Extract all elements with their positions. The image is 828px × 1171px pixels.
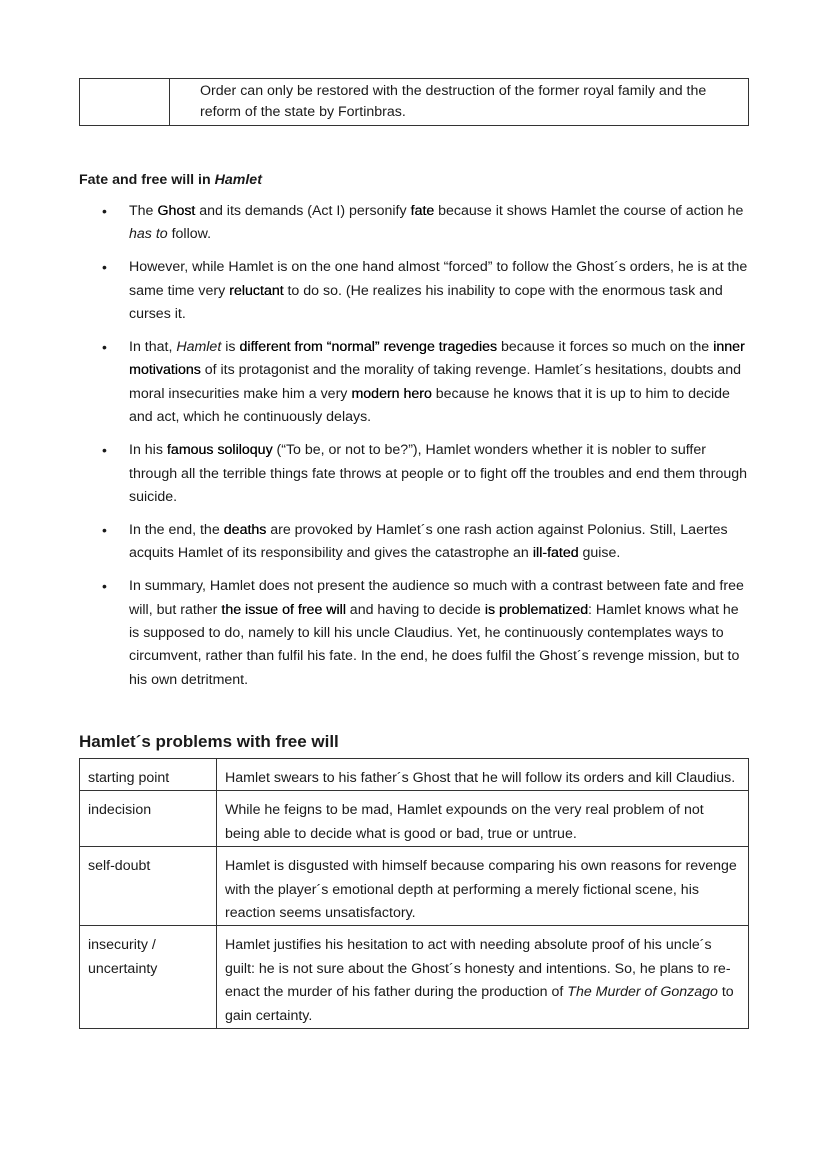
- row-label: indecision: [80, 791, 217, 847]
- row-description: [217, 847, 749, 926]
- row-label: insecurity / uncertainty: [80, 926, 217, 1029]
- text-run: The: [129, 203, 158, 219]
- section-heading: [79, 172, 262, 188]
- table-heading: Hamlet´s problems with free will: [79, 732, 339, 751]
- text-run: and having to decide: [345, 601, 485, 618]
- bullet-icon: •: [102, 339, 107, 356]
- row-description: [217, 791, 749, 847]
- text-run: In his: [129, 442, 167, 459]
- text-run: : Hamlet knows what he is supposed to do, namely to kill his uncle Claudius. Yet, he continuously contemplates ways to circumvent, rather than fulfil his fate. In the end, he does fulfil the Ghost´s revenge mission, but to his own detritment.: [129, 601, 740, 688]
- list-item: [98, 439, 750, 509]
- list-item: [98, 256, 750, 326]
- italic-text: The Murder of Gonzago: [567, 984, 718, 1001]
- emphasis-text: fate: [410, 203, 435, 219]
- emphasis-text: is problematized: [484, 601, 588, 618]
- table-row: [80, 759, 749, 791]
- list-item: [98, 200, 750, 247]
- text-run: In summary, Hamlet does not present the audience so much with a contrast between fate and free will, but rather: [129, 578, 744, 618]
- text-run: and its demands (Act I) personify: [195, 203, 411, 219]
- text-run: In that,: [129, 339, 177, 356]
- row-label: self-doubt: [80, 847, 217, 926]
- list-item: [98, 519, 750, 566]
- top-table: [79, 78, 749, 126]
- table-row: [80, 926, 749, 1029]
- heading-prefix: Fate and free will in: [79, 172, 215, 188]
- table-cell-text: Order can only be restored with the destruction of the former royal family and the reform of the state by Fortinbras.: [170, 79, 749, 126]
- text-run: to gain certainty.: [225, 984, 734, 1024]
- text-run: to do so. (He realizes his inability to cope with the enormous task and curses it.: [129, 282, 723, 323]
- emphasis-text: ill-fated: [532, 545, 579, 562]
- emphasis-text: modern hero: [351, 385, 432, 402]
- bullet-icon: •: [102, 203, 107, 219]
- bullet-icon: •: [102, 578, 107, 595]
- text-run: However, while Hamlet is on the one hand almost “forced” to follow the Ghost´s orders, he is at the same time very: [129, 259, 748, 299]
- bullet-icon: •: [102, 442, 107, 459]
- table-row: [80, 79, 749, 126]
- text-run: Hamlet is disgusted with himself because comparing his own reasons for revenge with the player´s emotional depth at performing a merely fictional scene, his reaction seems unsatisfactory.: [225, 858, 737, 922]
- bullet-icon: •: [102, 521, 107, 538]
- table-row: [80, 847, 749, 926]
- emphasis-text: inner motivations: [129, 339, 745, 379]
- emphasis-text: different from “normal” revenge tragedies: [239, 339, 498, 356]
- text-run: Hamlet swears to his father´s Ghost that he will follow its orders and kill Claudius.: [225, 770, 736, 786]
- text-run: follow.: [167, 226, 212, 243]
- text-run: because it forces so much on the: [497, 339, 714, 356]
- bullet-icon: •: [102, 259, 107, 276]
- text-run: guise.: [578, 545, 621, 562]
- italic-text: has to: [129, 226, 168, 243]
- bullet-list: [98, 200, 750, 702]
- problems-table: [79, 758, 749, 1029]
- emphasis-text: Ghost: [157, 203, 196, 219]
- list-item: [98, 336, 750, 430]
- emphasis-text: deaths: [223, 521, 267, 538]
- text-run: are provoked by Hamlet´s one rash action against Polonius. Still, Laertes acquits Hamlet of its responsibility and gives the catastrophe an: [129, 521, 728, 562]
- italic-text: Hamlet: [176, 339, 222, 356]
- text-run: because he knows that it is up to him to decide and act, which he continuously delays.: [129, 385, 730, 426]
- row-label: starting point: [80, 759, 217, 791]
- text-run: because it shows Hamlet the course of action he: [434, 203, 744, 219]
- emphasis-text: the issue of free will: [221, 601, 346, 618]
- table-cell-empty: [80, 79, 170, 126]
- text-run: of its protagonist and the morality of taking revenge. Hamlet´s hesitations, doubts and moral insecurities make him a very: [129, 362, 741, 402]
- row-description: [217, 926, 749, 1029]
- emphasis-text: reluctant: [229, 282, 284, 299]
- row-description: [217, 759, 749, 791]
- text-run: is: [221, 339, 240, 356]
- text-run: Hamlet justifies his hesitation to act with needing absolute proof of his uncle´s guilt: he is not sure about the Ghost´s honesty and intentions. So, he plans to re-enact the murder of his father during the production of: [225, 937, 731, 1001]
- heading-title: Hamlet: [214, 172, 262, 188]
- emphasis-text: famous soliloquy: [166, 442, 273, 459]
- table-row: [80, 791, 749, 847]
- list-item: [98, 575, 750, 692]
- text-run: While he feigns to be mad, Hamlet expounds on the very real problem of not being able to decide what is good or bad, true or untrue.: [225, 802, 704, 842]
- text-run: In the end, the: [129, 521, 224, 538]
- text-run: (“To be, or not to be?”), Hamlet wonders whether it is nobler to suffer through all the terrible things fate throws at people or to fight off the troubles and end them through suicide.: [129, 442, 748, 505]
